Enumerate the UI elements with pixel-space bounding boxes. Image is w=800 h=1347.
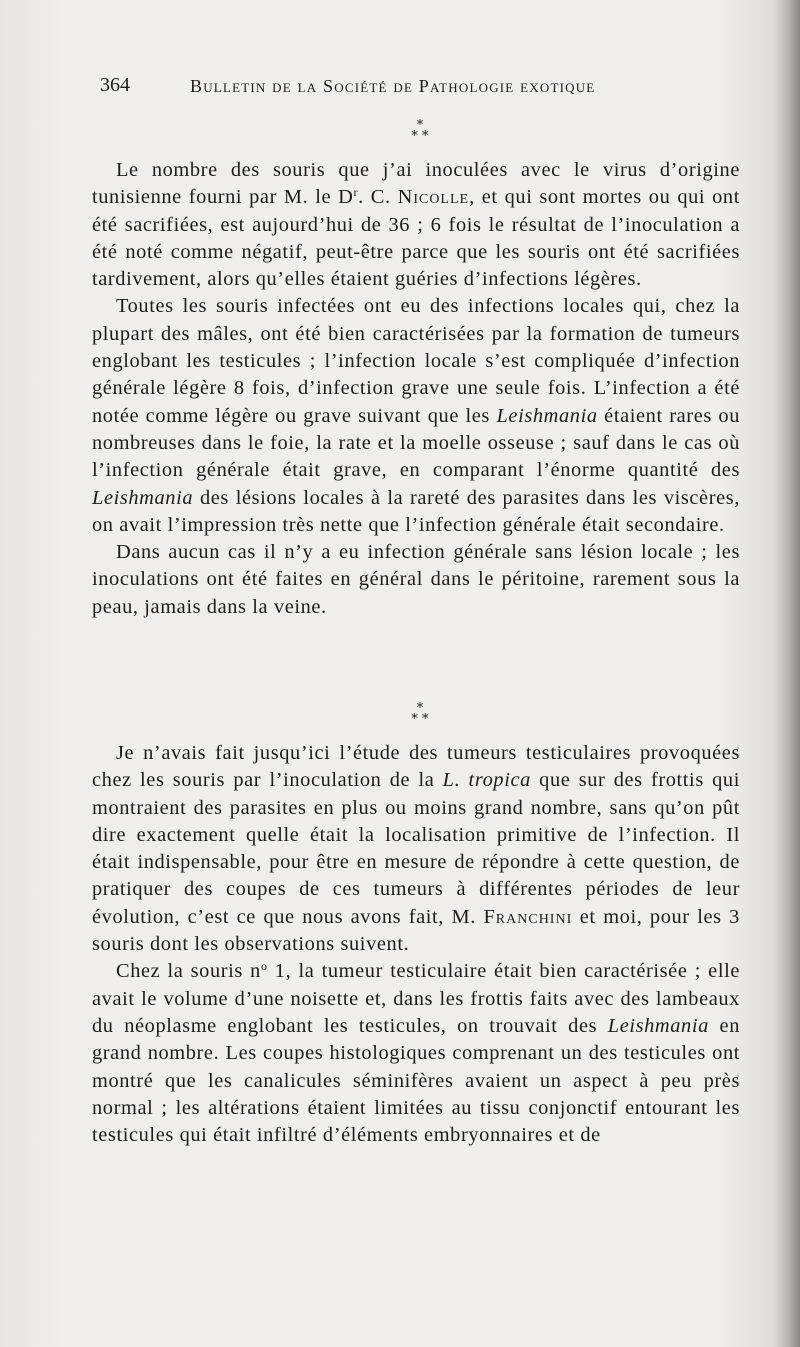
taxon-name: Leishmania xyxy=(92,486,194,509)
taxon-name: L. tropica xyxy=(442,769,531,792)
paragraph-inoculations: Dans aucun cas il n’y a eu infection générale sans lésion locale ; les inoculations ont été faites en général dans le péritoine, rarement sous la peau, jamais dans la veine. xyxy=(92,541,740,618)
journal-title: Bulletin de la Société de Pathologie exotique xyxy=(190,76,596,96)
paragraph-souris-1: Chez la souris $n^o$ 1, la tumeur testiculaire était bien caractérisée ; elle avait le volume d’une noisette et, dans les frottis faits avec des lambeaux du néoplasme englobant les testicules, on trouvait des Leishmania en grand nombre. Les coupes histologiques comprenant un des testicules ont montré que les canalicules séminifères avaient un aspect à peu près normal ; les altérations étaient limitées au tissu conjonctif entourant les testicules qui était infiltré d’éléments embryonnaires et de xyxy=(92,959,740,1147)
asterism-separator-top xyxy=(400,120,440,142)
asterism-star: * xyxy=(416,701,424,716)
taxon-name: Leishmania xyxy=(607,1014,709,1037)
paragraph-infections-locales: Toutes les souris infectées ont eu des infections locales qui, chez la plupart des mâles, ont été bien caractérisées par la formation de tumeurs englobant les testicules ; l’infection locale s’est compliquée d’infection générale légère 8 fois, d’infection grave une seule fois. L’infection a été notée comme légère ou grave suivant que les Leishmania étaient rares ou nombreuses dans le foie, la rate et la moelle osseuse ; sauf dans le cas où l’infection générale était grave, en comparant l’énorme quantité des Leishmania des lésions locales à la rareté des parasites dans les viscères, on avait l’impression très nette que l’infection générale était secondaire. xyxy=(92,295,740,536)
author-name: Nicolle xyxy=(397,186,470,209)
author-name: Franchini xyxy=(483,905,573,928)
page-number: 364 xyxy=(100,74,130,96)
paragraph-souris-inoculees: Le nombre des souris que j’ai inoculées avec le virus d’origine tunisienne fourni par M. le $D^r$. C. Nicolle, et qui sont mortes ou qui ont été sacrifiées, est aujourd’hui de 36 ; 6 fois le résultat de l’inoculation a été noté comme négatif, peut-être parce que les souris ont été sacrifiées tardivement, alors qu’elles étaient guéries d’infections légères. xyxy=(92,159,740,291)
running-header xyxy=(100,74,740,102)
text-block-upper xyxy=(92,157,740,621)
asterism-stars: * * xyxy=(411,712,429,727)
text-block-lower xyxy=(92,740,740,1149)
asterism-star: * xyxy=(416,118,424,133)
binding-gutter-shadow xyxy=(772,0,800,1347)
paragraph-tumeurs-testiculaires: Je n’avais fait jusqu’ici l’étude des tumeurs testiculaires provoquées chez les souris par l’inoculation de la L. tropica que sur des frottis qui montraient des parasites en plus ou moins grand nombre, sans qu’on pût dire exactement quelle était la localisation primitive de l’infection. Il était indispensable, pour être en mesure de répondre à cette question, de pratiquer des coupes de ces tumeurs à différentes périodes de leur évolution, c’est ce que nous avons fait, M. Franchini et moi, pour les 3 souris dont les observations suivent. xyxy=(92,742,740,956)
asterism-separator-middle xyxy=(400,703,440,725)
asterism-stars: * * xyxy=(411,129,429,144)
taxon-name: Leishmania xyxy=(496,404,598,427)
